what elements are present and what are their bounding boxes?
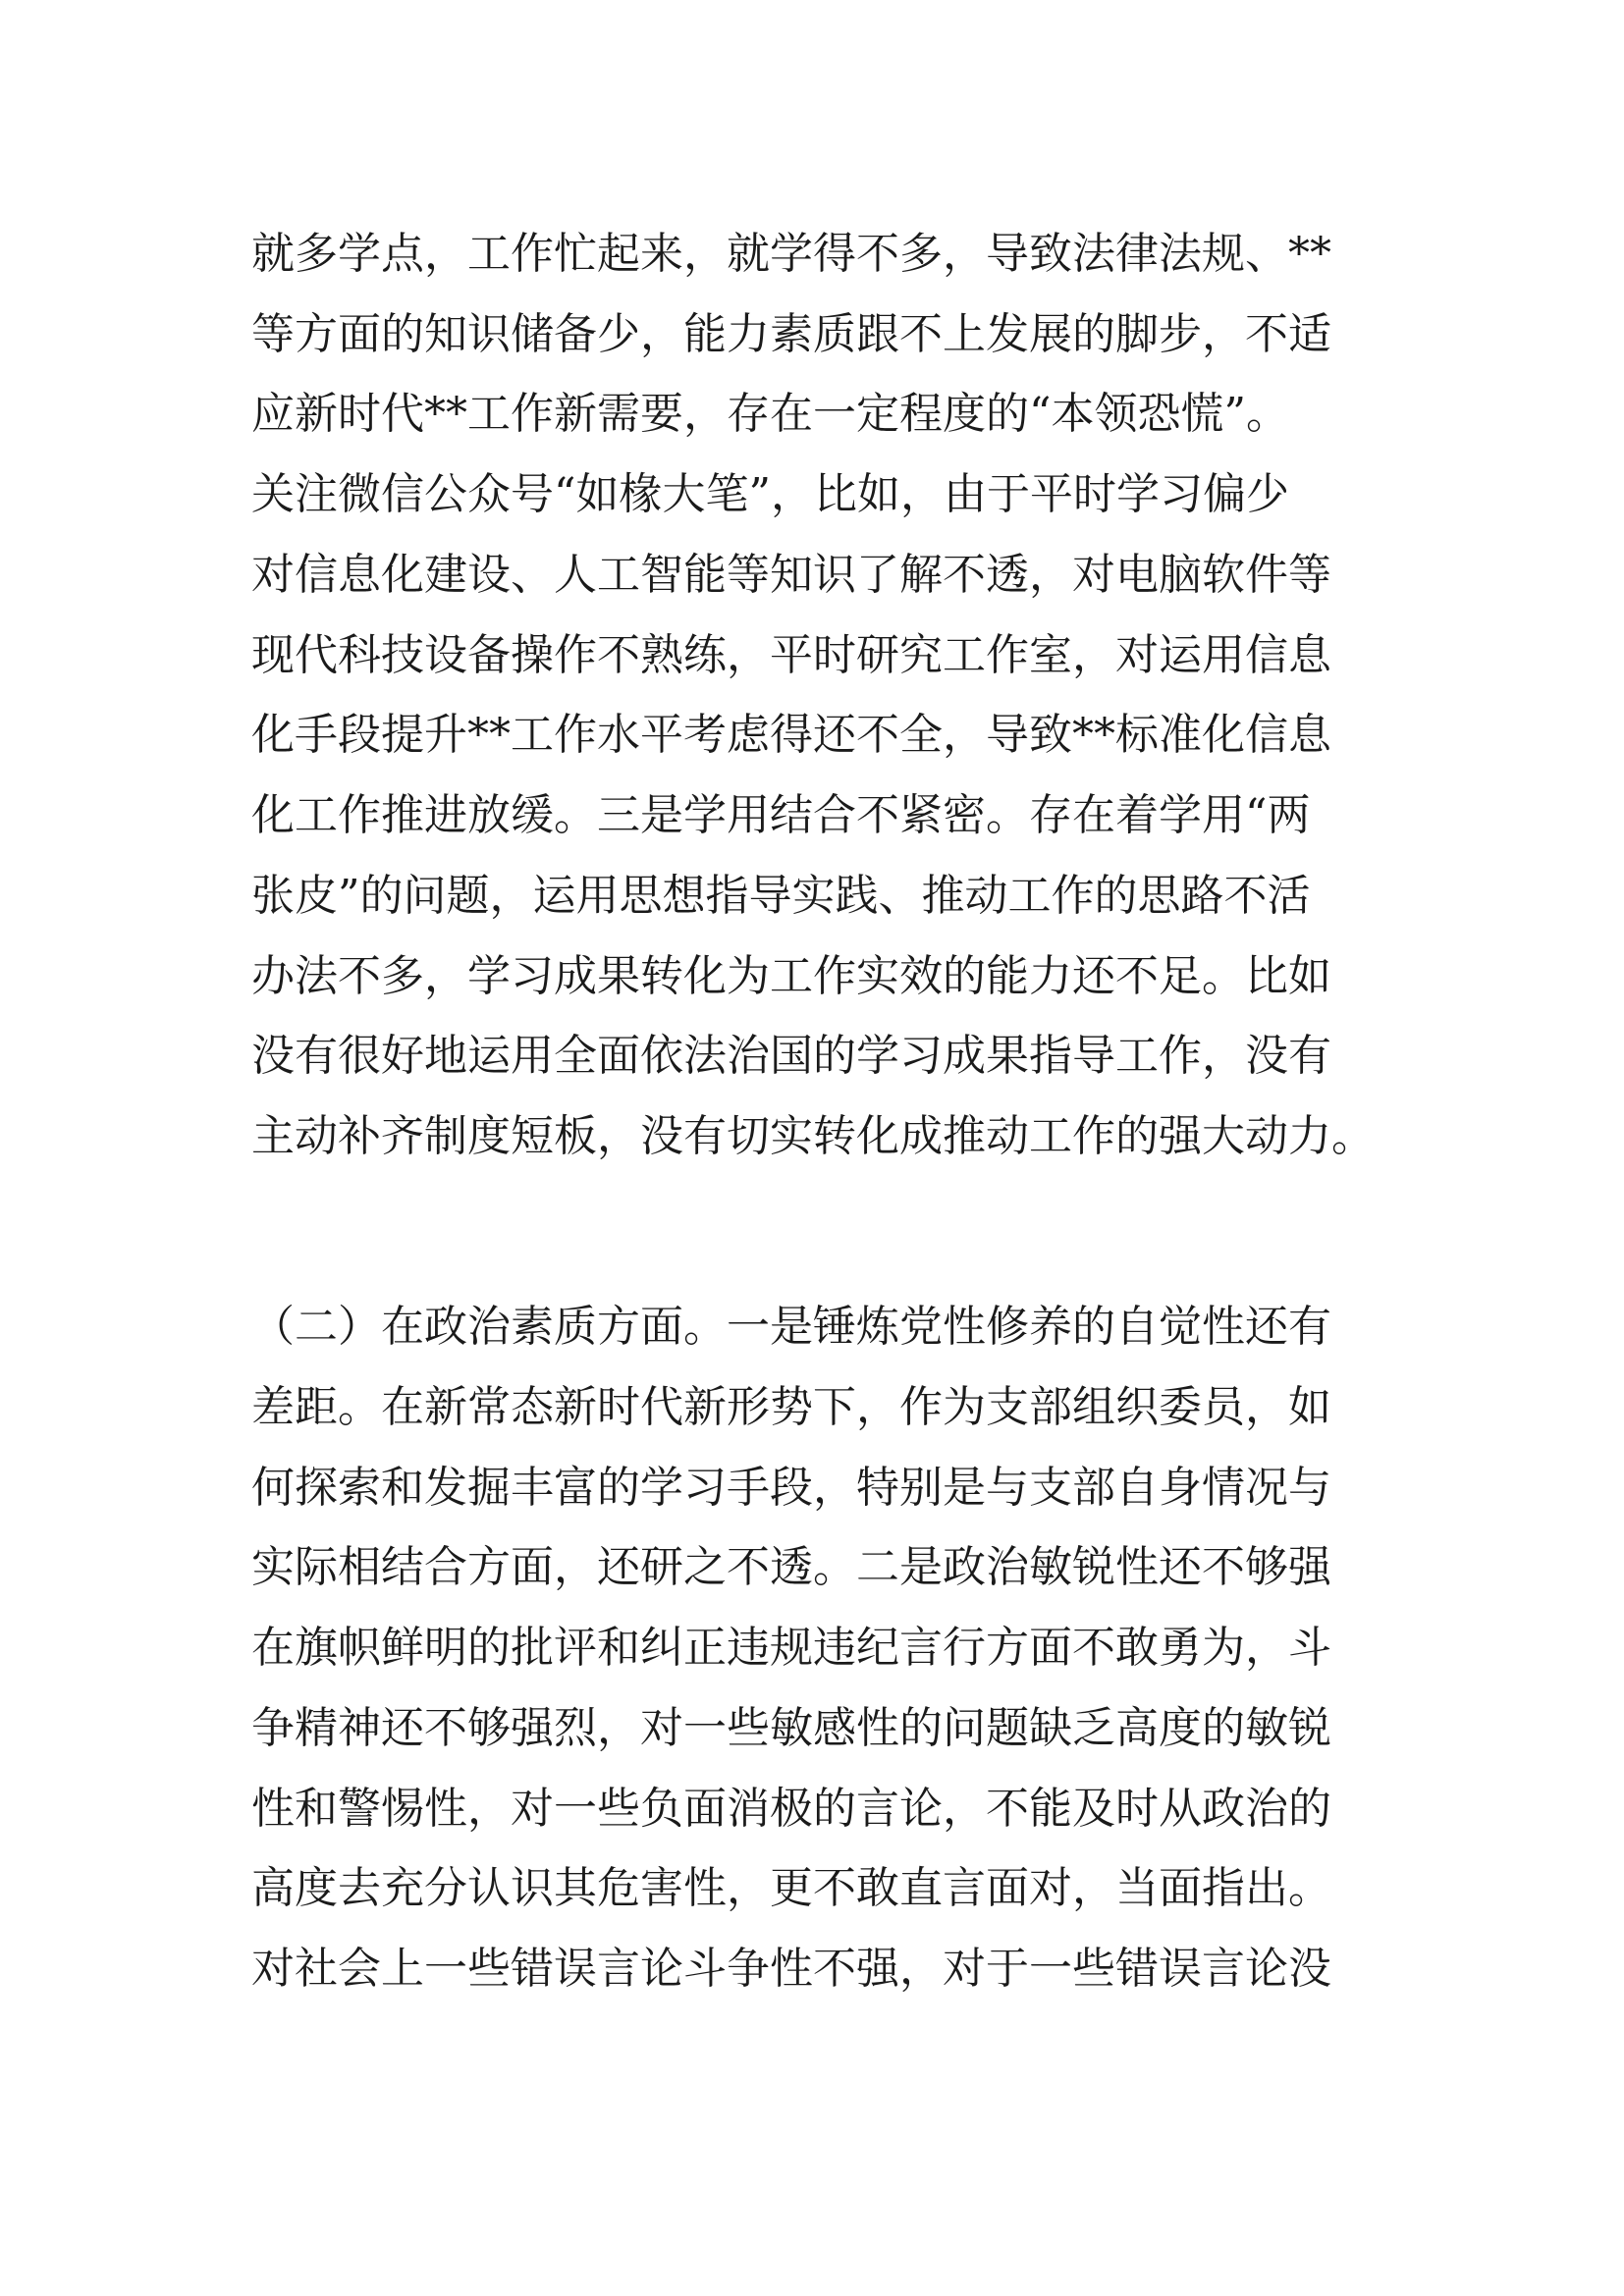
text-line: 在旗帜鲜明的批评和纠正违规违纪言行方面不敢勇为，斗 — [251, 1623, 1331, 1673]
text-line: 现代科技设备操作不熟练，平时研究工作室，对运用信息 — [251, 630, 1331, 680]
text-line: 高度去充分认识其危害性，更不敢直言面对，当面指出。 — [251, 1863, 1331, 1913]
text-line: 实际相结合方面，还研之不透。二是政治敏锐性还不够强 — [251, 1542, 1331, 1592]
text-line: 办法不多，学习成果转化为工作实效的能力还不足。比如 — [251, 951, 1331, 1001]
text-line: 等方面的知识储备少，能力素质跟不上发展的脚步，不适 — [251, 309, 1331, 359]
text-line: 张皮”的问题，运用思想指导实践、推动工作的思路不活 — [251, 871, 1311, 921]
text-line: 化工作推进放缓。三是学用结合不紧密。存在着学用“两 — [251, 790, 1311, 840]
section-heading-line: （二）在政治素质方面。一是锤炼党性修养的自觉性还有 — [251, 1302, 1331, 1352]
text-line: 主动补齐制度短板，没有切实转化成推动工作的强大动力。 — [251, 1111, 1375, 1161]
text-line: 差距。在新常态新时代新形势下，作为支部组织委员，如 — [251, 1382, 1331, 1432]
text-line: 性和警惕性，对一些负面消极的言论，不能及时从政治的 — [251, 1784, 1331, 1834]
text-line: 化手段提升**工作水平考虑得还不全，导致**标准化信息 — [251, 710, 1331, 760]
text-line: 争精神还不够强烈，对一些敏感性的问题缺乏高度的敏锐 — [251, 1703, 1331, 1753]
text-line: 没有很好地运用全面依法治国的学习成果指导工作，没有 — [251, 1031, 1331, 1081]
text-line: 对社会上一些错误言论斗争性不强，对于一些错误言论没 — [251, 1944, 1331, 1994]
text-line: 就多学点，工作忙起来，就学得不多，导致法律法规、** — [251, 229, 1331, 279]
text-line: 关注微信公众号“如椽大笔”，比如，由于平时学习偏少 — [251, 469, 1289, 519]
text-line: 何探索和发掘丰富的学习手段，特别是与支部自身情况与 — [251, 1463, 1331, 1513]
text-line: 应新时代**工作新需要，存在一定程度的“本领恐慌”。 — [251, 389, 1289, 439]
text-line: 对信息化建设、人工智能等知识了解不透，对电脑软件等 — [251, 550, 1331, 600]
